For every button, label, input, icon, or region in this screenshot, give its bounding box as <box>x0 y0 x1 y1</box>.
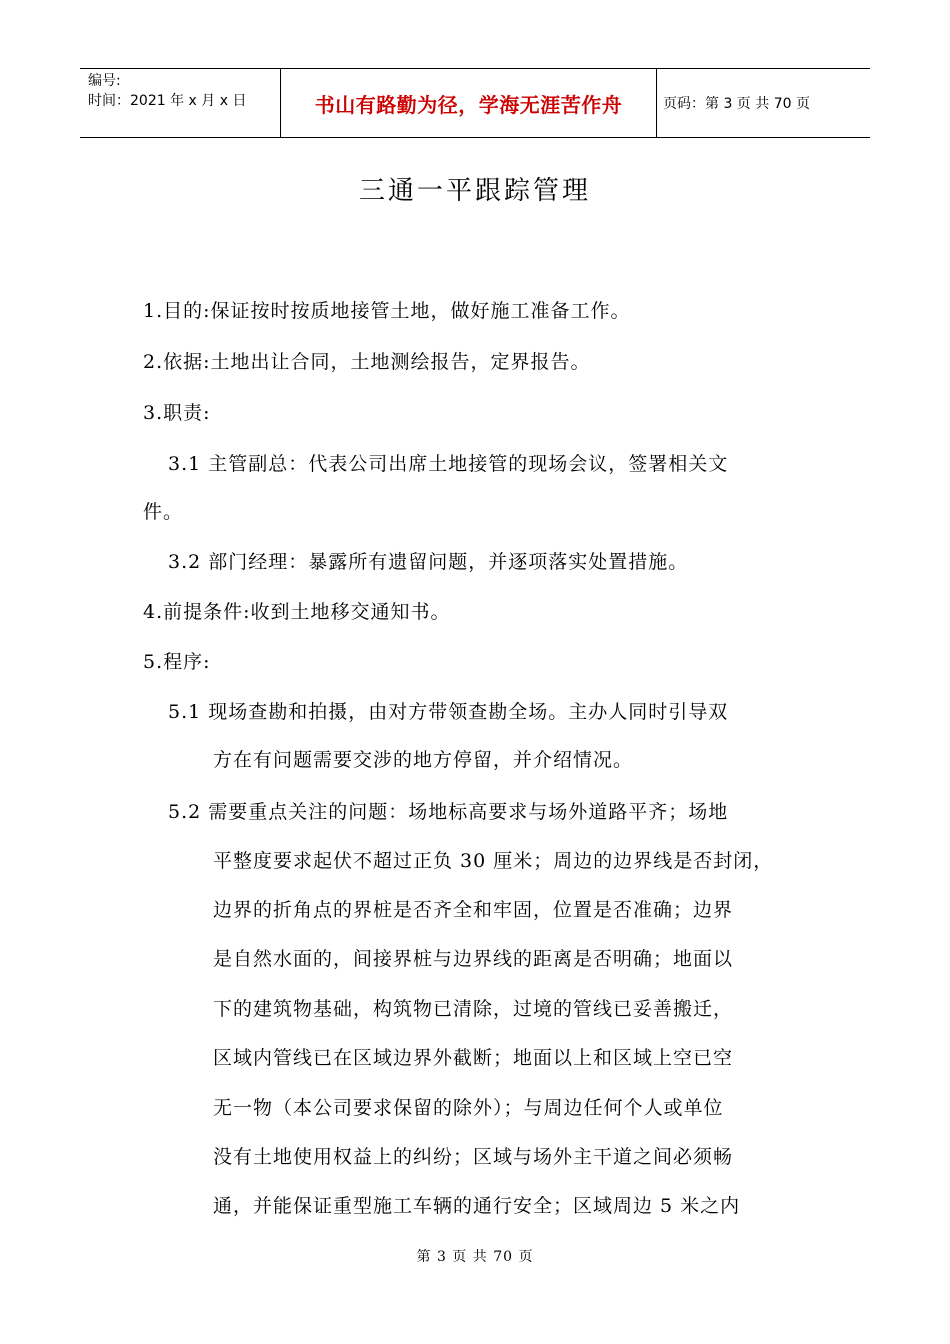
text-line: 区域内管线已在区域边界外截断；地面以上和区域上空已空 <box>213 1047 734 1069</box>
document-time-label: 时间：2021 年 x 月 x 日 <box>88 93 247 109</box>
text-line: 5.1 现场查勘和拍摄，由对方带领查勘全场。主办人同时引导双 <box>168 701 729 723</box>
text-line: 2.依据:土地出让合同，土地测绘报告，定界报告。 <box>143 351 591 373</box>
text-line: 通，并能保证重型施工车辆的通行安全；区域周边 5 米之内 <box>213 1195 741 1217</box>
text-line: 1.目的:保证按时按质地接管土地，做好施工准备工作。 <box>143 300 631 322</box>
text-line: 平整度要求起伏不超过正负 30 厘米；周边的边界线是否封闭， <box>213 850 774 872</box>
text-line: 无一物（本公司要求保留的除外）；与周边任何个人或单位 <box>213 1097 724 1119</box>
document-header <box>80 68 870 138</box>
header-page-code: 页码：第 3 页 共 70 页 <box>663 96 810 112</box>
header-info <box>80 69 281 137</box>
text-line: 方在有问题需要交涉的地方停留，并介绍情况。 <box>213 749 634 771</box>
text-line: 是自然水面的，间接界桩与边界线的距离是否明确；地面以 <box>213 948 734 970</box>
text-line: 5.2 需要重点关注的问题：场地标高要求与场外道路平齐；场地 <box>168 801 729 823</box>
text-line: 5.程序: <box>143 651 211 673</box>
page-footer: 第 3 页 共 70 页 <box>416 1249 534 1265</box>
text-line: 3.2 部门经理：暴露所有遗留问题，并逐项落实处置措施。 <box>168 551 689 573</box>
header-motto: 书山有路勤为径，学海无涯苦作舟 <box>281 69 657 137</box>
text-line: 3.1 主管副总：代表公司出席土地接管的现场会议，签署相关文 <box>168 453 729 475</box>
text-line: 3.职责: <box>143 402 211 424</box>
text-line: 下的建筑物基础，构筑物已清除，过境的管线已妥善搬迁， <box>213 998 734 1020</box>
document-title: 三通一平跟踪管理 <box>358 176 591 206</box>
text-line: 件。 <box>143 501 184 523</box>
document-number-label: 编号: <box>88 73 121 89</box>
text-line: 边界的折角点的界桩是否齐全和牢固，位置是否准确；边界 <box>213 899 734 921</box>
text-line: 4.前提条件:收到土地移交通知书。 <box>143 601 451 623</box>
text-line: 没有土地使用权益上的纠纷；区域与场外主干道之间必须畅 <box>213 1146 734 1168</box>
